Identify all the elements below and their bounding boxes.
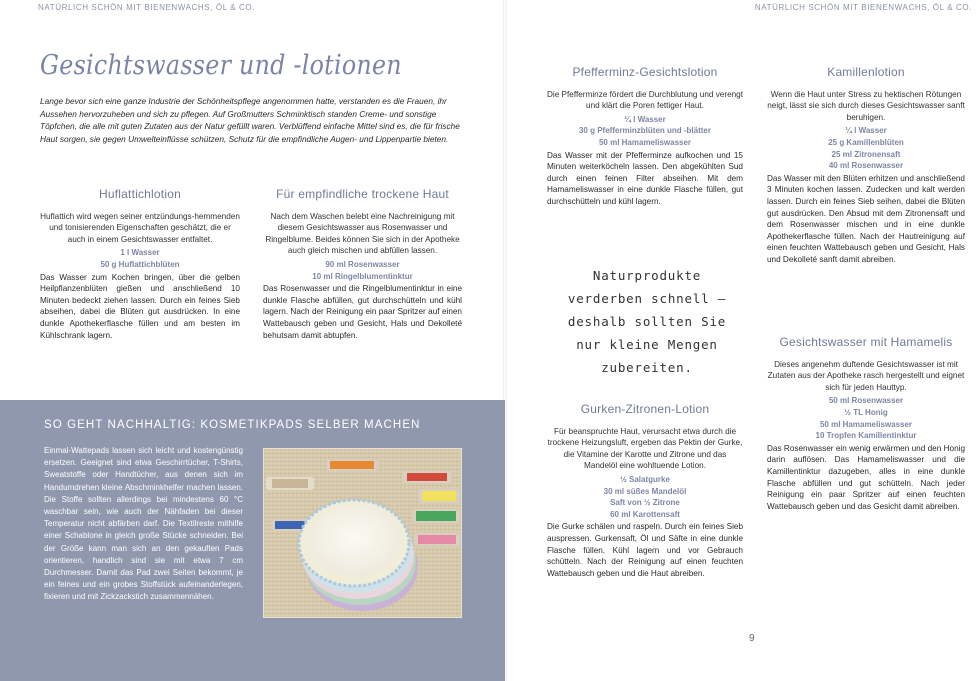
recipe-lead: Dieses angenehm duftende Gesichtswasser ist mit Zutaten aus der Apotheke rasch hergestellt und eignet sich für jeden Hauttyp.: [767, 359, 965, 392]
ingredient: ¼ l Wasser: [845, 126, 887, 136]
recipe-gurken: [547, 404, 743, 579]
spool-icon: [266, 477, 314, 490]
recipe-kamillen: [767, 67, 965, 266]
ingredient: ½ TL Honig: [844, 407, 888, 417]
running-head-right: NATÜRLICH SCHÖN MIT BIENENWACHS, ÖL & CO.: [754, 3, 972, 12]
recipe-pfefferminz: [547, 67, 743, 208]
ingredient: 10 ml Ringelblumentinktur: [312, 271, 413, 281]
recipe-title: Gesichtswasser mit Hamamelis: [779, 335, 953, 349]
ingredient: 40 ml Rosenwasser: [828, 161, 904, 171]
recipe-title: Huflattichlotion: [99, 187, 181, 201]
recipe-instructions: Das Wasser zum Kochen bringen, über die gelben Heilpflanzenblüten gießen und anschließend 10 Minuten bedeckt ziehen lassen. Durch ein feines Sieb abseihen, dabei die Blüten gut ausdrücken. In eine dunkle Apothekerflasche füllen und am besten im Kühlschrank lagern.: [40, 272, 240, 340]
recipe-lead: Huflattich wird wegen seiner entzündungs-hemmenden und tonisierenden Eigenschaften geschätzt, die er auch in einem Gesichtswasser entfaltet.: [40, 211, 240, 244]
tip-box-title: SO GEHT NACHHALTIG: KOSMETIKPADS SELBER MACHEN: [44, 419, 421, 431]
ingredient: Saft von ½ Zitrone: [610, 498, 680, 508]
intro-paragraph: Lange bevor sich eine ganze Industrie der Schönheitspflege angenommen hatte, verstanden es die Frauen, ihr Aussehen hervorzuheben und sich zu pflegen. Auf Großmutters Schminktisch standen Creme- und sonstige Töpfchen, die alle mit guten Zutaten aus der Natur gefüllt waren. Verblüffend einfache Mittel sind es, die für frische Haut sorgen, sie gegen Umwelteinflüsse schützen, Schutz für die empfindliche Augen- und Lippenpartie bieten.: [40, 96, 460, 144]
ingredient: ¼ l Wasser: [624, 114, 666, 124]
ingredient: 50 ml Hamameliswasser: [819, 419, 913, 429]
ingredient: 25 g Kamillenblüten: [828, 137, 904, 147]
recipe-instructions: Die Gurke schälen und raspeln. Durch ein feines Sieb auspressen. Gurkensaft, Öl und Säfte in eine dunkle Flasche füllen. Kühl lagern und vor Gebrauch schütteln. Nach der Reinigung auf einen feuchten Wattebausch geben und die Haut abreiben.: [547, 522, 743, 578]
ingredient: 90 ml Rosenwasser: [325, 259, 400, 269]
recipe-hamamelis: [767, 337, 965, 512]
ingredient: 1 l Wasser: [120, 248, 160, 258]
cosmetic-pads-photo: [263, 448, 462, 618]
ingredient: 25 ml Zitronensaft: [831, 149, 901, 159]
ingredient: 50 ml Hamameliswasser: [598, 137, 692, 147]
pull-quote: Naturprodukte verderben schnell – deshalb sollten Sie nur kleine Mengen zubereiten.: [567, 268, 727, 375]
running-head-left: NATÜRLICH SCHÖN MIT BIENENWACHS, ÖL & CO.: [38, 3, 256, 12]
recipe-instructions: Das Wasser mit der Pfefferminze aufkochen und 15 Minuten weiterköcheln lassen. Den abgekühlten Sud durch einen feinen Filter abseihen. Mit dem Hamameliswasser in eine dunkle Flasche füllen, gut durchschütteln und kühl lagern.: [547, 150, 743, 206]
recipe-lead: Nach dem Waschen belebt eine Nachreinigung mit diesem Gesichtswasser aus Rosenwasser und Ringelblume. Beides können Sie sich in der Apotheke auch gleich mischen und abfüllen lassen.: [265, 211, 460, 256]
recipe-instructions: Das Rosenwasser und die Ringelblumentinktur in eine dunkle Flasche abfüllen, gut durchschütteln und kühl lagern. Nach der Reinigung ein paar Spritzer auf einen Wattebausch geben und Gesicht, Hals und Dekolleté behutsam damit abtupfen.: [263, 284, 462, 340]
tip-box-text: Einmal-Wattepads lassen sich leicht und kostengünstig ersetzen. Geeignet sind etwa Geschirrtücher, T-Shirts, Sweatstoffe oder Handtücher, aus denen sich im Handumdrehen kleine Abschminkhelfer machen lassen. Die Stoffe sollten allerdings bei mindestens 60 °C waschbar sein, wie auch der Nähfaden bei dieser Temperatur nicht abfärben darf. Die Textilreste mithilfe einer Schablone in gleich große Stücke schneiden. Bei der Größe kann man sich an den gekauften Pads orientieren, handlich sind sie mit etwa 7 cm Durchmesser. Damit das Pad zwei Seiten bekommt, je ein feines und ein grobes Stoffstück aufeinanderlegen, fixieren und mit Zickzackstich zusammennähen.: [44, 446, 243, 602]
page-title: Gesichtswasser und -lotionen: [40, 50, 402, 81]
ingredient: 10 Tropfen Kamillentinktur: [815, 431, 917, 441]
ingredient: 30 g Pfefferminzblüten und -blätter: [578, 126, 711, 136]
recipe-title: Kamillenlotion: [827, 65, 905, 79]
recipe-lead: Wenn die Haut unter Stress zu hektischen Rötungen neigt, lässt sie sich durch dieses Gesichtswasser sanft beruhigen.: [767, 89, 965, 122]
recipe-huflattich: [40, 189, 240, 341]
ingredient: 50 ml Rosenwasser: [828, 396, 904, 406]
recipe-lead: Für beanspruchte Haut, verursacht etwa durch die trockene Heizungsluft, ergeben das Pektin der Gurke, die Vitamine der Karotte und Zitrone und das Mandelöl eine wohltuende Lotion.: [547, 426, 743, 471]
recipe-title: Für empfindliche trockene Haut: [276, 187, 449, 201]
ingredient: ½ Salatgurke: [620, 474, 670, 484]
ingredient: 30 ml süßes Mandelöl: [603, 486, 687, 496]
recipe-title: Pfefferminz-Gesichtslotion: [572, 65, 718, 79]
recipe-instructions: Das Wasser mit den Blüten erhitzen und anschließend 3 Minuten kochen lassen. Zudecken und kalt werden lassen. Durch ein feines Sieb seihen, dabei die Blüten gut ausdrücken. Den Absud mit dem Zitronensaft und dem Rosenwasser mischen und in eine dunkle Apothekerflasche füllen. Nach der Hautreinigung auf einen feuchten Wattebausch geben und Gesicht, Hals und Dekolleté sanft damit abreiben.: [767, 173, 965, 264]
ingredient: 60 ml Karottensaft: [610, 509, 680, 519]
recipe-trocken: [263, 189, 462, 341]
recipe-instructions: Das Rosenwasser ein wenig erwärmen und den Honig darin auflösen. Das Hamameliswasser und die Kamillentinktur dazugeben, alles in eine dunkle Flasche abfüllen und gut schütteln. Nach jeder Reinigung ein paar Spritzer auf einen feuchten Wattebausch geben und das Gesicht damit abreiben.: [767, 443, 965, 511]
recipe-lead: Die Pfefferminze fördert die Durchblutung und verengt und klärt die Poren fettiger Haut.: [547, 89, 744, 111]
recipe-title: Gurken-Zitronen-Lotion: [580, 402, 710, 416]
ingredient: 50 g Huflattichblüten: [100, 259, 180, 269]
page-number: 9: [749, 633, 755, 644]
